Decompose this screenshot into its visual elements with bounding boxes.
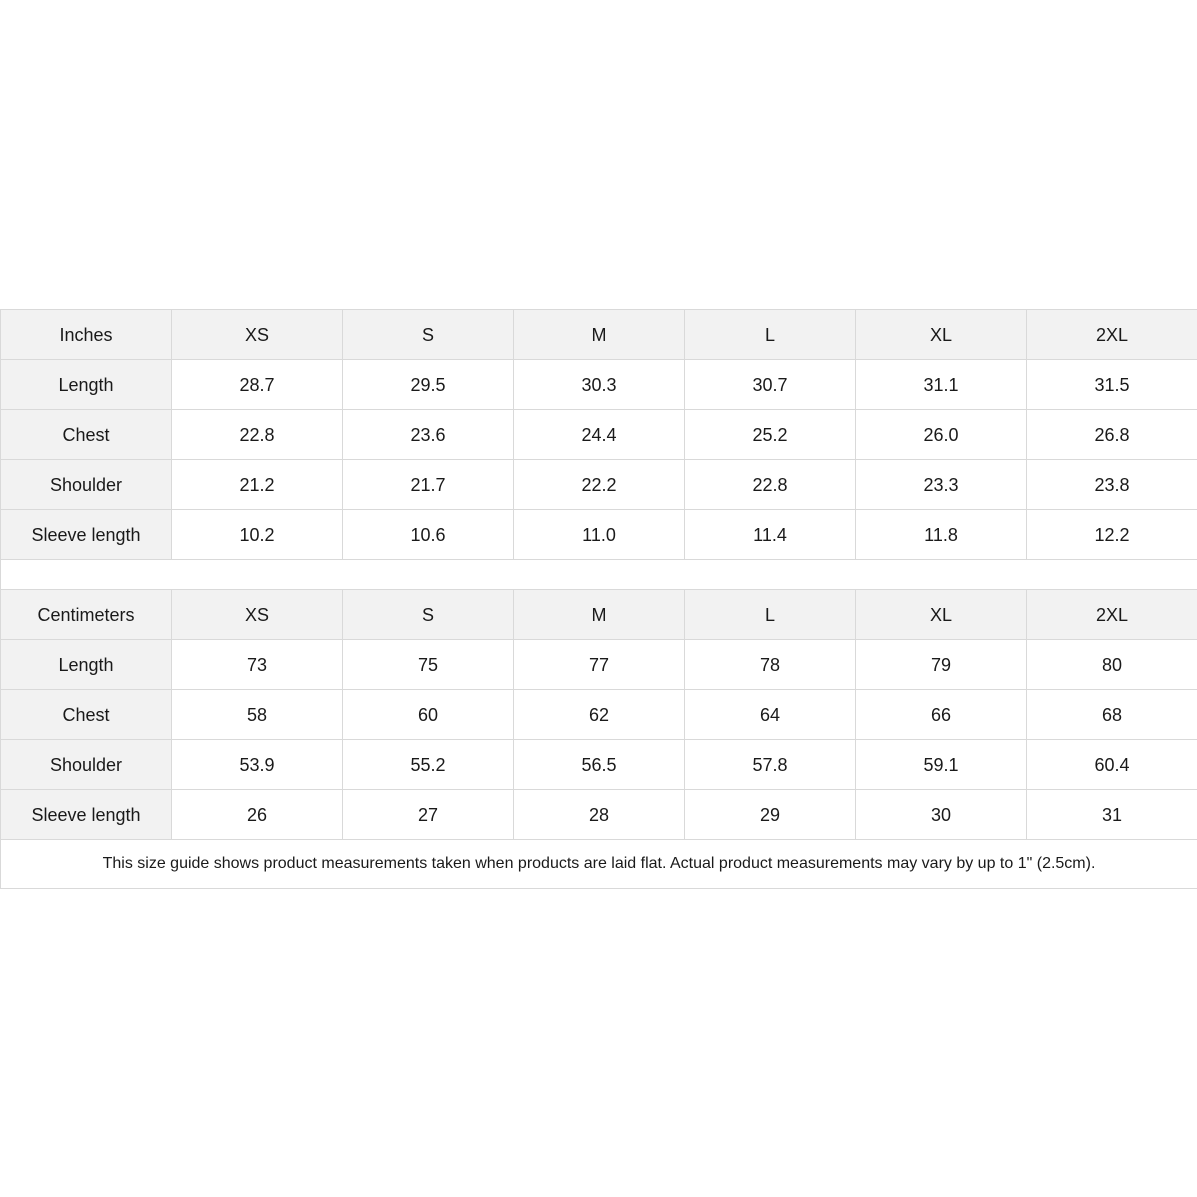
table-cell: 58 (172, 690, 343, 740)
table-cell: 25.2 (685, 410, 856, 460)
table-cell: 31.1 (856, 360, 1027, 410)
table-cell: 30.3 (514, 360, 685, 410)
size-chart-table (0, 309, 1197, 889)
inches-header-row (1, 310, 1197, 360)
table-cell: 56.5 (514, 740, 685, 790)
table-cell: 21.2 (172, 460, 343, 510)
table-row (1, 640, 1197, 690)
measure-label: Shoulder (1, 740, 172, 790)
size-header-m: M (514, 310, 685, 360)
size-header-s: S (343, 590, 514, 640)
table-row (1, 410, 1197, 460)
table-row (1, 510, 1197, 560)
centimeters-header-row (1, 590, 1197, 640)
table-cell: 75 (343, 640, 514, 690)
measure-label: Chest (1, 410, 172, 460)
table-cell: 73 (172, 640, 343, 690)
size-guide (0, 309, 1197, 889)
table-spacer-row (1, 560, 1197, 590)
table-cell: 11.0 (514, 510, 685, 560)
table-cell: 66 (856, 690, 1027, 740)
table-cell: 68 (1027, 690, 1197, 740)
table-cell: 60.4 (1027, 740, 1197, 790)
note-row (1, 840, 1197, 889)
table-row (1, 360, 1197, 410)
spacer-cell (1, 560, 1197, 590)
table-cell: 30 (856, 790, 1027, 840)
table-cell: 59.1 (856, 740, 1027, 790)
table-cell: 26 (172, 790, 343, 840)
table-cell: 57.8 (685, 740, 856, 790)
table-cell: 12.2 (1027, 510, 1197, 560)
measure-label: Shoulder (1, 460, 172, 510)
table-cell: 23.3 (856, 460, 1027, 510)
size-header-s: S (343, 310, 514, 360)
table-cell: 11.4 (685, 510, 856, 560)
table-cell: 31 (1027, 790, 1197, 840)
measure-label: Sleeve length (1, 790, 172, 840)
table-cell: 53.9 (172, 740, 343, 790)
size-header-l: L (685, 590, 856, 640)
table-cell: 10.2 (172, 510, 343, 560)
inches-unit-label: Inches (1, 310, 172, 360)
table-cell: 10.6 (343, 510, 514, 560)
table-cell: 79 (856, 640, 1027, 690)
table-cell: 64 (685, 690, 856, 740)
size-guide-note: This size guide shows product measurements taken when products are laid flat. Actual product measurements may vary by up to 1" (2.5cm). (1, 840, 1197, 889)
size-header-xs: XS (172, 590, 343, 640)
table-cell: 23.8 (1027, 460, 1197, 510)
measure-label: Chest (1, 690, 172, 740)
table-row (1, 740, 1197, 790)
table-cell: 11.8 (856, 510, 1027, 560)
table-cell: 29 (685, 790, 856, 840)
table-cell: 23.6 (343, 410, 514, 460)
measure-label: Length (1, 640, 172, 690)
table-cell: 30.7 (685, 360, 856, 410)
table-cell: 27 (343, 790, 514, 840)
table-cell: 22.8 (685, 460, 856, 510)
table-cell: 31.5 (1027, 360, 1197, 410)
size-header-xs: XS (172, 310, 343, 360)
table-cell: 26.8 (1027, 410, 1197, 460)
table-cell: 22.8 (172, 410, 343, 460)
table-cell: 60 (343, 690, 514, 740)
table-cell: 26.0 (856, 410, 1027, 460)
table-cell: 55.2 (343, 740, 514, 790)
table-cell: 77 (514, 640, 685, 690)
table-cell: 24.4 (514, 410, 685, 460)
table-cell: 21.7 (343, 460, 514, 510)
table-cell: 28 (514, 790, 685, 840)
table-cell: 28.7 (172, 360, 343, 410)
table-cell: 22.2 (514, 460, 685, 510)
table-cell: 80 (1027, 640, 1197, 690)
size-header-xl: XL (856, 590, 1027, 640)
size-header-2xl: 2XL (1027, 590, 1197, 640)
size-header-2xl: 2XL (1027, 310, 1197, 360)
measure-label: Sleeve length (1, 510, 172, 560)
table-cell: 62 (514, 690, 685, 740)
size-header-m: M (514, 590, 685, 640)
table-cell: 78 (685, 640, 856, 690)
table-cell: 29.5 (343, 360, 514, 410)
size-header-l: L (685, 310, 856, 360)
measure-label: Length (1, 360, 172, 410)
size-header-xl: XL (856, 310, 1027, 360)
table-row (1, 460, 1197, 510)
table-row (1, 690, 1197, 740)
centimeters-unit-label: Centimeters (1, 590, 172, 640)
table-row (1, 790, 1197, 840)
